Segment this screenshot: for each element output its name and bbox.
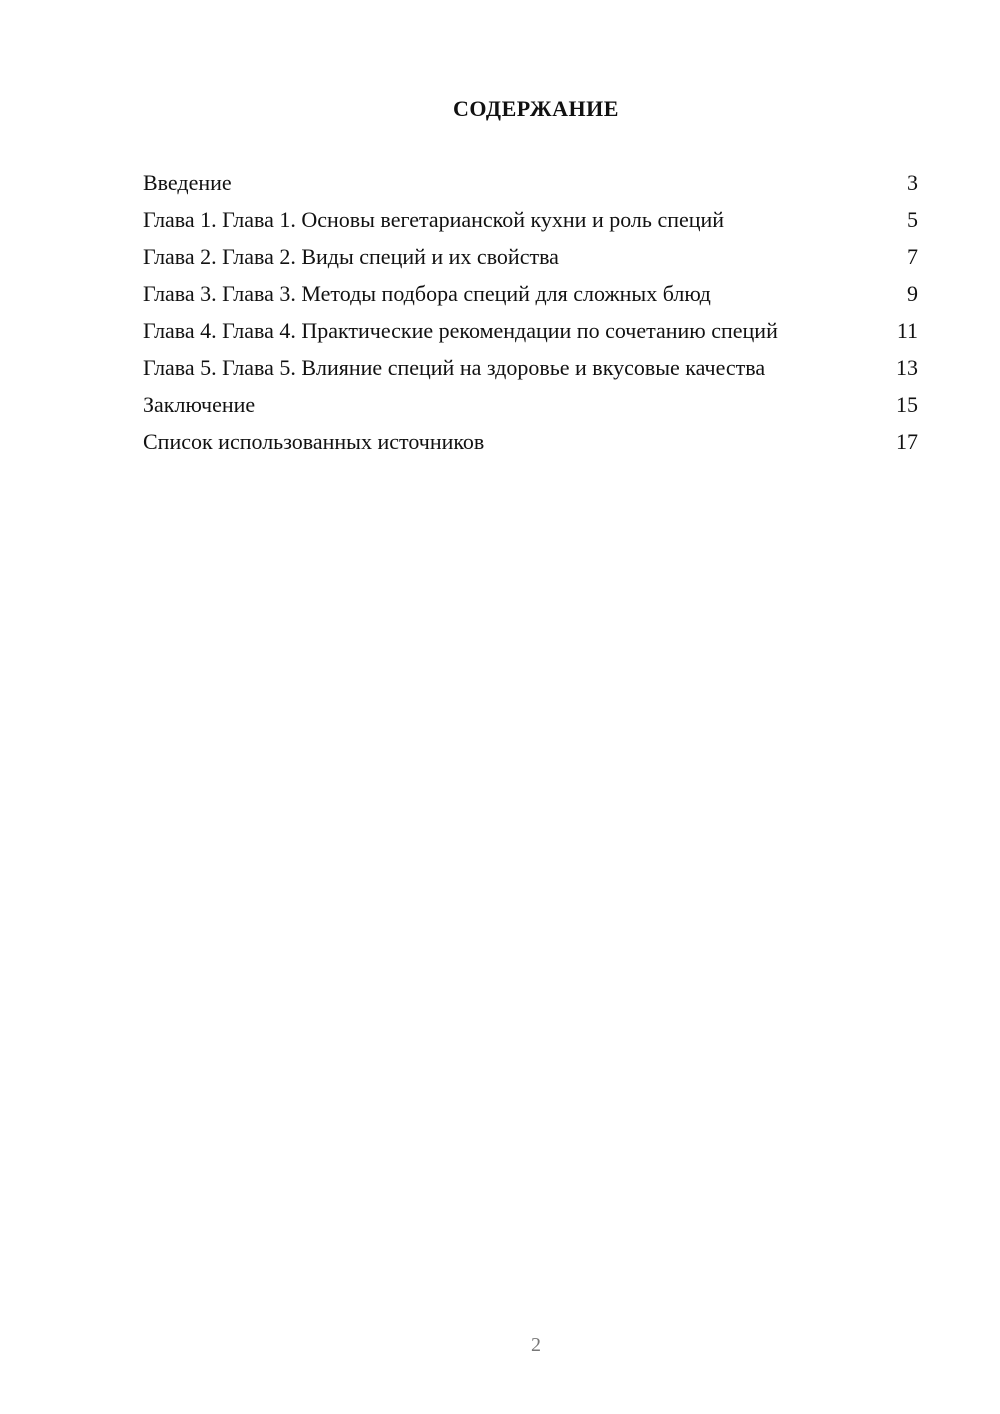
toc-entry-page: 9 bbox=[907, 281, 918, 306]
toc-entry-text: Глава 5. Глава 5. Влияние специй на здоровье и вкусовые качества bbox=[143, 355, 766, 380]
toc-entry-chapter-5[interactable] bbox=[143, 355, 918, 381]
toc-entry-text: Глава 3. Глава 3. Методы подбора специй для сложных блюд bbox=[143, 281, 711, 306]
toc-entry-page: 13 bbox=[896, 355, 918, 380]
toc-entry-page: 3 bbox=[907, 170, 918, 195]
toc-entry-chapter-1[interactable] bbox=[143, 207, 918, 233]
toc-entry-chapter-3[interactable] bbox=[143, 281, 918, 307]
toc-entry-page: 5 bbox=[907, 207, 918, 232]
page-title: СОДЕРЖАНИЕ bbox=[453, 96, 619, 121]
toc-entry-page: 11 bbox=[896, 318, 918, 343]
toc-entry-references[interactable] bbox=[143, 429, 918, 455]
toc-entry-page: 17 bbox=[896, 429, 918, 454]
page-number: 2 bbox=[531, 1334, 541, 1356]
toc-entry-text: Список использованных источников bbox=[143, 429, 485, 454]
toc-entry-page: 15 bbox=[896, 392, 918, 417]
table-of-contents bbox=[143, 170, 918, 466]
toc-entry-introduction[interactable] bbox=[143, 170, 918, 196]
toc-entry-text: Глава 2. Глава 2. Виды специй и их свойства bbox=[143, 244, 559, 269]
toc-entry-text: Введение bbox=[143, 170, 232, 195]
toc-entry-chapter-4[interactable] bbox=[143, 318, 918, 344]
toc-entry-text: Глава 4. Глава 4. Практические рекомендации по сочетанию специй bbox=[143, 318, 778, 343]
toc-entry-text: Глава 1. Глава 1. Основы вегетарианской кухни и роль специй bbox=[143, 207, 725, 232]
toc-entry-text: Заключение bbox=[143, 392, 256, 417]
toc-entry-chapter-2[interactable] bbox=[143, 244, 918, 270]
toc-entry-conclusion[interactable] bbox=[143, 392, 918, 418]
toc-entry-page: 7 bbox=[907, 244, 918, 269]
